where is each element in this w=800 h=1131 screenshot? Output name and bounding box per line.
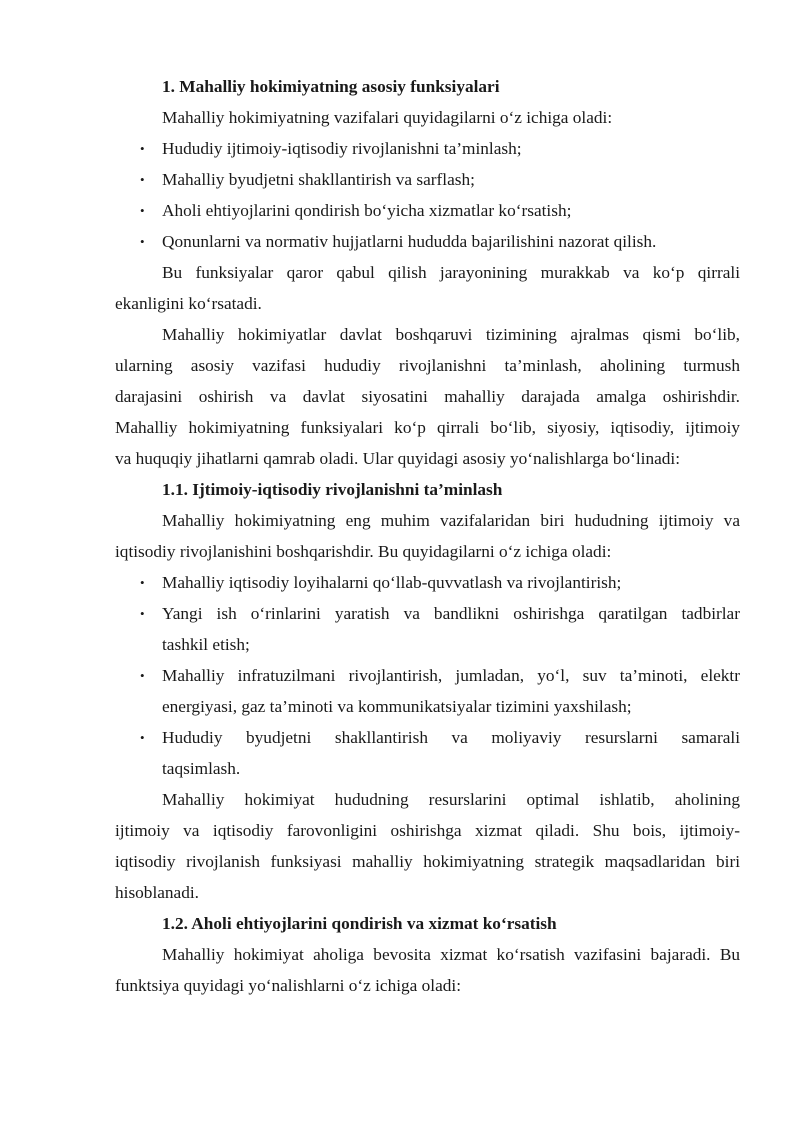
list-item bbox=[115, 598, 740, 629]
list-item bbox=[115, 722, 740, 753]
section-heading: 1. Mahalliy hokimiyatning asosiy funksiyalari bbox=[162, 77, 500, 96]
paragraph-line: darajasini oshirish va davlat siyosatini mahalliy darajada amalga oshirishdir. bbox=[115, 387, 740, 406]
paragraph-first-line: Mahalliy hokimiyat hududning resurslarini optimal ishlatib, aholining bbox=[162, 790, 740, 809]
list-item bbox=[115, 195, 740, 226]
paragraph-line: Mahalliy hokimiyatning funksiyalari ko‘p qirrali bo‘lib, siyosiy, iqtisodiy, ijtimoiy bbox=[115, 418, 740, 437]
paragraph-line: ularning asosiy vazifasi hududiy rivojlanishni ta’minlash, aholining turmush bbox=[115, 356, 740, 375]
bullet-icon: • bbox=[140, 141, 145, 156]
paragraph-line: hisoblanadi. bbox=[115, 883, 199, 902]
section-heading: 1.2. Aholi ehtiyojlarini qondirish va xizmat ko‘rsatish bbox=[162, 914, 557, 933]
paragraph-line: iqtisodiy rivojlanishini boshqarishdir. Bu quyidagilarni o‘z ichiga oladi: bbox=[115, 542, 612, 561]
paragraph-first-line: Mahalliy hokimiyatning vazifalari quyidagilarni o‘z ichiga oladi: bbox=[162, 108, 613, 127]
list-item-continuation: taqsimlash. bbox=[162, 759, 241, 778]
paragraph-line: ijtimoiy va iqtisodiy farovonligini oshirishga xizmat qiladi. Shu bois, ijtimoiy- bbox=[115, 821, 740, 840]
bullet-icon: • bbox=[140, 172, 145, 187]
bullet-icon: • bbox=[140, 203, 145, 218]
bullet-icon: • bbox=[140, 575, 145, 590]
list-item-text: Mahalliy byudjetni shakllantirish va sarflash; bbox=[162, 170, 475, 189]
bullet-icon: • bbox=[140, 606, 145, 621]
list-item-continuation: tashkil etish; bbox=[162, 635, 250, 654]
paragraph-line: funktsiya quyidagi yo‘nalishlarni o‘z ichiga oladi: bbox=[115, 976, 462, 995]
list-item-text: Qonunlarni va normativ hujjatlarni hududda bajarilishini nazorat qilish. bbox=[162, 232, 657, 251]
document-body bbox=[115, 71, 740, 1001]
section-heading: 1.1. Ijtimoiy-iqtisodiy rivojlanishni ta’minlash bbox=[162, 480, 503, 499]
list-item-continuation: energiyasi, gaz ta’minoti va kommunikatsiyalar tizimini yaxshilash; bbox=[162, 697, 632, 716]
bullet-icon: • bbox=[140, 668, 145, 683]
bullet-icon: • bbox=[140, 730, 145, 745]
list-item-text: Mahalliy infratuzilmani rivojlantirish, jumladan, yo‘l, suv ta’minoti, elektr bbox=[162, 666, 740, 685]
list-item-text: Aholi ehtiyojlarini qondirish bo‘yicha xizmatlar ko‘rsatish; bbox=[162, 201, 572, 220]
paragraph-line: va huquqiy jihatlarni qamrab oladi. Ular quyidagi asosiy yo‘nalishlarga bo‘linadi: bbox=[115, 449, 681, 468]
paragraph-line: iqtisodiy rivojlanish funksiyasi mahalliy hokimiyatning strategik maqsadlaridan biri bbox=[115, 852, 740, 871]
paragraph-first-line: Mahalliy hokimiyatning eng muhim vazifalaridan biri hududning ijtimoiy va bbox=[162, 511, 740, 530]
paragraph-first-line: Bu funksiyalar qaror qabul qilish jarayonining murakkab va ko‘p qirrali bbox=[162, 263, 740, 282]
bullet-icon: • bbox=[140, 234, 145, 249]
list-item-text: Hududiy ijtimoiy-iqtisodiy rivojlanishni ta’minlash; bbox=[162, 139, 522, 158]
list-item bbox=[115, 164, 740, 195]
list-item bbox=[115, 660, 740, 691]
list-item-text: Hududiy byudjetni shakllantirish va moliyaviy resurslarni samarali bbox=[162, 728, 740, 747]
list-item bbox=[115, 226, 740, 257]
paragraph-line: ekanligini ko‘rsatadi. bbox=[115, 294, 262, 313]
list-item bbox=[115, 567, 740, 598]
list-item-text: Yangi ish o‘rinlarini yaratish va bandlikni oshirishga qaratilgan tadbirlar bbox=[162, 604, 740, 623]
list-item bbox=[115, 133, 740, 164]
list-item-text: Mahalliy iqtisodiy loyihalarni qo‘llab-quvvatlash va rivojlantirish; bbox=[162, 573, 622, 592]
paragraph-first-line: Mahalliy hokimiyatlar davlat boshqaruvi tizimining ajralmas qismi bo‘lib, bbox=[162, 325, 740, 344]
paragraph-first-line: Mahalliy hokimiyat aholiga bevosita xizmat ko‘rsatish vazifasini bajaradi. Bu bbox=[162, 945, 740, 964]
